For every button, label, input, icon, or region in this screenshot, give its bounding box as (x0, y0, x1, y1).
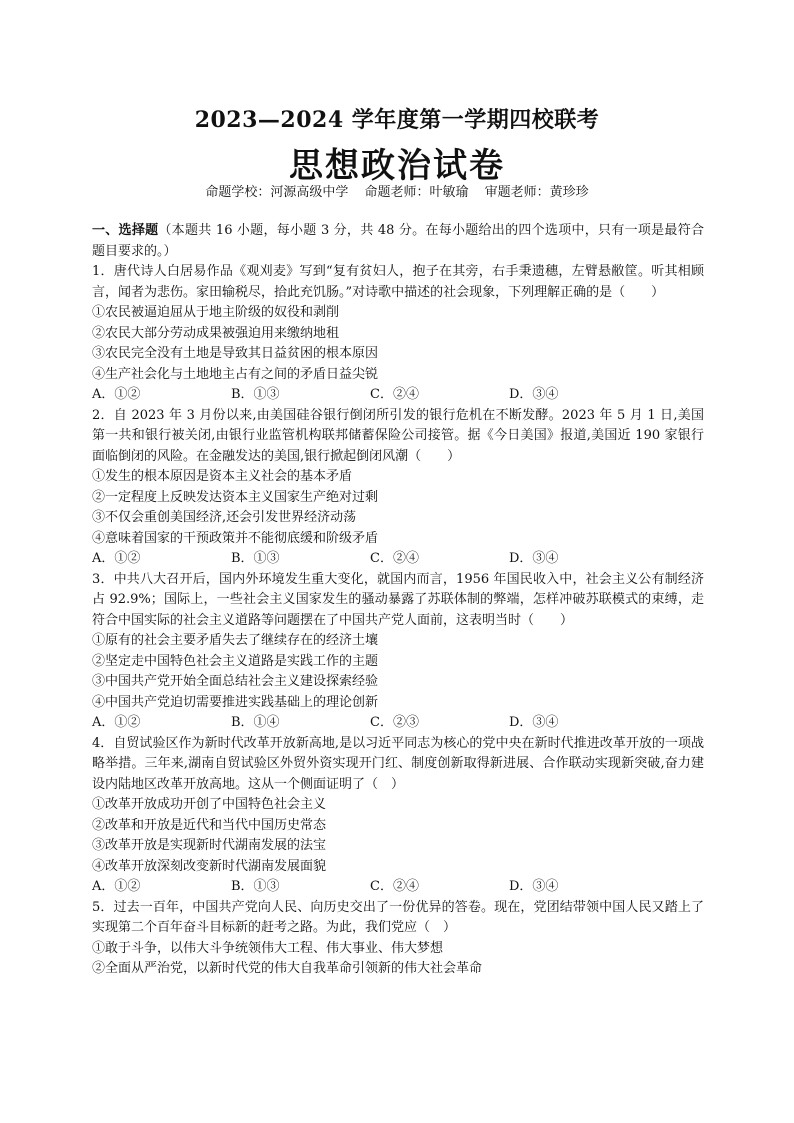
question-option: ②全面从严治党，以新时代党的伟大自我革命引领新的伟大社会革命 (92, 961, 483, 976)
answer-choice-c: C．②④ (370, 387, 419, 402)
reviewer-teacher: 审题老师：黄珍珍 (484, 185, 589, 200)
question-option: ③改革开放是实现新时代湖南发展的法宝 (92, 838, 327, 853)
question-option: ④生产社会化与土地地主占有之间的矛盾日益尖锐 (92, 366, 379, 382)
question-option: ②坚定走中国特色社会主义道路是实践工作的主题 (92, 653, 379, 669)
answer-choice-a: A．①② (92, 879, 141, 894)
answer-choice-d: D．③④ (509, 387, 559, 402)
question-stem: 4．自贸试验区作为新时代改革开放新高地,是以习近平同志为核心的党中央在新时代推进改革开放的一项战略举措。三年来,湖南自贸试验区外贸外资实现开门红、制度创新取得新进展、合作联动实现新突破,奋力建设内陆地区改革开放高地。这从一个侧面证明了（ ） (92, 735, 704, 792)
question-stem: 5．过去一百年，中国共产党向人民、向历史交出了一份优异的答卷。现在，党团结带领中国人民又踏上了实现第二个百年奋斗目标新的赶考之路。为此，我们党应（ ） (92, 899, 704, 935)
question-option: ①改革开放成功开创了中国特色社会主义 (92, 797, 327, 812)
answer-choice-d: D．③④ (509, 715, 559, 730)
answer-choices (92, 385, 704, 406)
question-3 (92, 570, 704, 734)
question-option: ①农民被逼迫屈从于地主阶级的奴役和剥削 (92, 305, 340, 320)
question-stem: 3．中共八大召开后，国内外环境发生重大变化，就国内而言，1956 年国民收入中，社会主义公有制经济占 92.9%；国际上，一些社会主义国家发生的骚动暴露了苏联体制的弊端，怎样冲破苏联模式的束缚，走符合中国实际的社会主义道路等问题摆在了中国共产党人面前，这表明当时（ ） (92, 571, 704, 628)
answer-choice-b: B．①③ (231, 551, 280, 566)
question-option: ②一定程度上反映发达资本主义国家生产绝对过剩 (92, 489, 379, 505)
question-option: ③中国共产党开始全面总结社会主义建设探索经验 (92, 674, 379, 689)
question-2 (92, 406, 704, 570)
question-1 (92, 262, 704, 406)
answer-choice-a: A．①② (92, 715, 141, 730)
section-instructions: （本题共 16 小题，每小题 3 分，共 48 分。在每小题给出的四个选项中，只有一项是最符合题目要求的。） (92, 223, 704, 259)
question-option: ④改革开放深刻改变新时代湖南发展面貌 (92, 858, 327, 874)
question-option: ④中国共产党迫切需要推进实践基础上的理论创新 (92, 694, 379, 710)
answer-choice-b: B．①④ (231, 715, 280, 730)
answer-choice-c: C．②④ (370, 551, 419, 566)
question-5 (92, 898, 704, 980)
section-heading (92, 221, 704, 262)
question-option: ②改革和开放是近代和当代中国历史常态 (92, 817, 327, 833)
answer-choice-b: B．①③ (231, 879, 280, 894)
answer-choice-a: A．①② (92, 387, 141, 402)
question-option: ③农民完全没有土地是导致其日益贫困的根本原因 (92, 346, 379, 361)
answer-choice-d: D．③④ (509, 551, 559, 566)
exam-year-title: 2023—2024 学年度第一学期四校联考 (194, 107, 600, 133)
question-option: ④意味着国家的干预政策并不能彻底缓和阶级矛盾 (92, 530, 379, 546)
section-title: 一、选择题 (92, 223, 159, 238)
exam-content (92, 221, 704, 980)
setter-teacher: 命题老师：叶敏瑜 (364, 185, 469, 200)
question-4 (92, 734, 704, 898)
question-stem: 2．自 2023 年 3 月份以来,由美国硅谷银行倒闭所引发的银行危机在不断发酵。2023 年 5 月 1 日,美国第一共和银行被关闭,由银行业监管机构联邦储蓄保险公司接管。据《今日美国》报道,美国近 190 家银行面临倒闭的风险。在金融发达的美国,银行掀起倒闭风潮（ ） (92, 407, 704, 464)
question-option: ①原有的社会主要矛盾失去了继续存在的经济土壤 (92, 633, 379, 648)
setter-school: 命题学校：河源高级中学 (205, 185, 349, 200)
exam-meta (0, 181, 794, 200)
question-option: ①发生的根本原因是资本主义社会的基本矛盾 (92, 469, 353, 484)
question-option: ③不仅会重创美国经济,还会引发世界经济动荡 (92, 510, 357, 525)
answer-choices (92, 713, 704, 734)
answer-choice-c: C．②④ (370, 879, 419, 894)
question-stem: 1．唐代诗人白居易作品《观刈麦》写到“复有贫妇人，抱子在其旁，右手秉遗穗，左臂悬敝筐。听其相顾言，闻者为悲伤。家田输税尽，拾此充饥肠。”对诗歌中描述的社会现象，下列理解正确的是（ ） (92, 264, 704, 300)
answer-choice-c: C．②③ (370, 715, 419, 730)
question-option: ①敢于斗争，以伟大斗争统领伟大工程、伟大事业、伟大梦想 (92, 940, 444, 956)
answer-choices (92, 877, 704, 898)
answer-choice-d: D．③④ (509, 879, 559, 894)
question-option: ②农民大部分劳动成果被强迫用来缴纳地租 (92, 325, 340, 341)
answer-choice-a: A．①② (92, 551, 141, 566)
exam-subject-title: 思想政治试卷 (289, 146, 505, 186)
answer-choice-b: B．①③ (231, 387, 280, 402)
answer-choices (92, 549, 704, 570)
